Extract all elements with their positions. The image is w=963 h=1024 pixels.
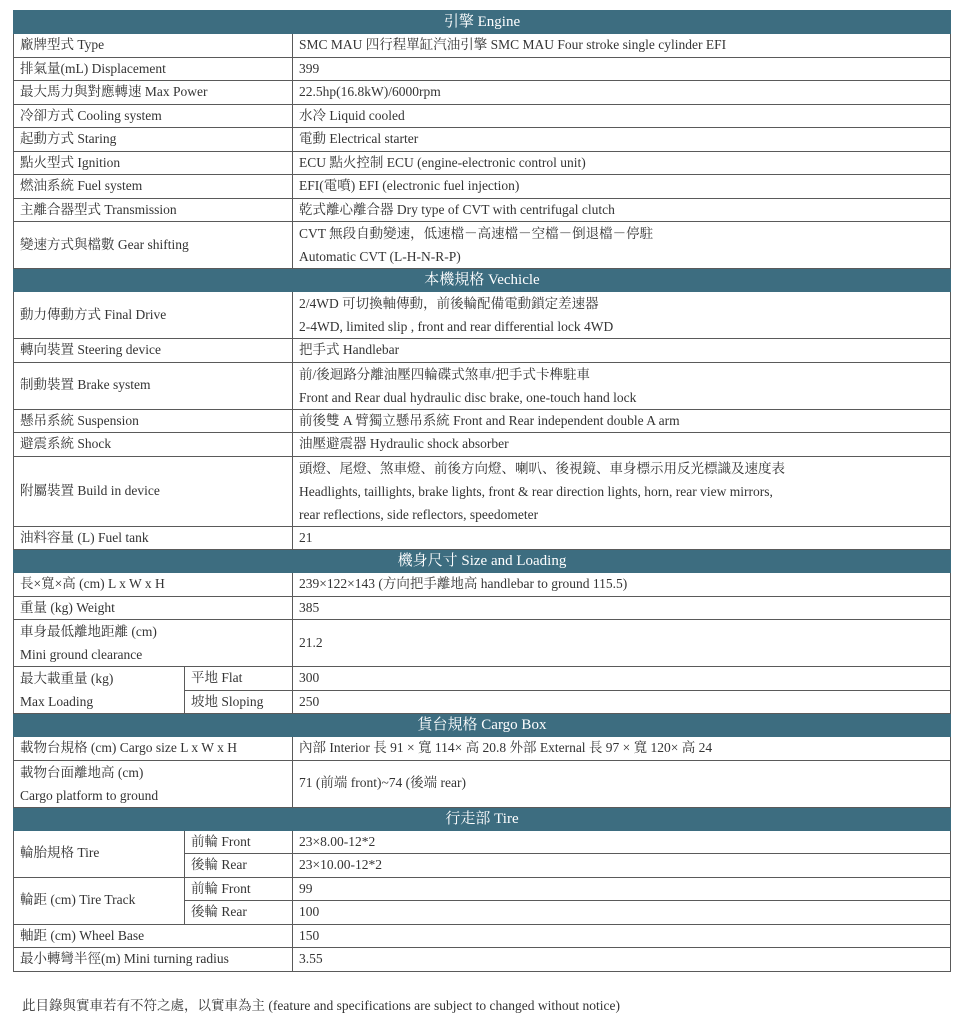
row-label: 油料容量 (L) Fuel tank (14, 526, 293, 550)
table-row (14, 877, 951, 901)
table-row (14, 57, 951, 81)
label-line: 車身最低離地距離 (cm) (20, 624, 157, 639)
row-label: 排氣量(mL) Displacement (14, 57, 293, 81)
row-value: 71 (前端 front)~74 (後端 rear) (293, 760, 951, 807)
row-label: 燃油系統 Fuel system (14, 175, 293, 199)
row-label: 廠牌型式 Type (14, 34, 293, 58)
value-line: 頭燈、尾燈、煞車燈、前後方向燈、喇叭、後視鏡、車身標示用反光標識及速度表 (299, 460, 785, 476)
row-label: 轉向裝置 Steering device (14, 339, 293, 363)
table-row (14, 175, 951, 199)
row-label: 軸距 (cm) Wheel Base (14, 924, 293, 948)
table-row (14, 573, 951, 597)
section-header-tire: 行走部 Tire (14, 807, 951, 830)
row-value: EFI(電噴) EFI (electronic fuel injection) (293, 175, 951, 199)
row-label: 載物台規格 (cm) Cargo size L x W x H (14, 737, 293, 761)
value-line: 前/後迴路分離油壓四輪碟式煞車/把手式卡榫駐車 (299, 366, 591, 382)
row-value: 前後雙 A 臂獨立懸吊系統 Front and Rear independent double A arm (293, 409, 951, 433)
table-row (14, 620, 951, 667)
value-line: 2-4WD, limited slip , front and rear differential lock 4WD (299, 319, 614, 334)
table-row (14, 151, 951, 175)
value-line: Front and Rear dual hydraulic disc brake, one-touch hand lock (299, 389, 637, 405)
row-value: SMC MAU 四行程單缸汽油引擎 SMC MAU Four stroke single cylinder EFI (293, 34, 951, 58)
row-value: 21 (293, 526, 951, 550)
section-header-size: 機身尺寸 Size and Loading (14, 550, 951, 573)
value-line: 2/4WD 可切換軸傳動，前後輪配備電動鎖定差速器 (299, 296, 599, 311)
table-row (14, 128, 951, 152)
table-row (14, 433, 951, 457)
row-label: 最小轉彎半徑(m) Mini turning radius (14, 948, 293, 972)
row-label: 懸吊系統 Suspension (14, 409, 293, 433)
row-value: 100 (293, 901, 951, 925)
table-row (14, 596, 951, 620)
footnote: 此目錄與實車若有不符之處，以實車為主 (feature and specifications are subject to changed without notice) (22, 998, 620, 1013)
table-row (14, 198, 951, 222)
table-row (14, 667, 951, 691)
value-line: Automatic CVT (L-H-N-R-P) (299, 249, 461, 264)
table-row (14, 948, 951, 972)
row-value (293, 222, 951, 269)
label-line: Max Loading (20, 694, 94, 709)
row-value: 300 (293, 667, 951, 691)
table-row (14, 222, 951, 269)
row-label (14, 667, 185, 714)
section-header-vehicle: 本機規格 Vechicle (14, 269, 951, 292)
row-label: 起動方式 Staring (14, 128, 293, 152)
row-value: 油壓避震器 Hydraulic shock absorber (293, 433, 951, 457)
spec-sheet (13, 10, 950, 972)
row-label: 變速方式與檔數 Gear shifting (14, 222, 293, 269)
row-label: 長×寬×高 (cm) L x W x H (14, 573, 293, 597)
row-label: 主離合器型式 Transmission (14, 198, 293, 222)
sub-label: 平地 Flat (185, 667, 293, 691)
table-row (14, 81, 951, 105)
table-row (14, 737, 951, 761)
row-value: 水冷 Liquid cooled (293, 104, 951, 128)
row-value: 內部 Interior 長 91 × 寬 114× 高 20.8 外部 External 長 97 × 寬 120× 高 24 (293, 737, 951, 761)
row-value (293, 362, 951, 409)
table-row (14, 362, 951, 409)
table-row (14, 292, 951, 339)
label-line: Mini ground clearance (20, 647, 143, 662)
row-value: 3.55 (293, 948, 951, 972)
table-row (14, 924, 951, 948)
row-value: 23×10.00-12*2 (293, 854, 951, 878)
row-value: 22.5hp(16.8kW)/6000rpm (293, 81, 951, 105)
section-header-engine: 引擎 Engine (14, 11, 951, 34)
row-value: 250 (293, 690, 951, 714)
value-line: Headlights, taillights, brake lights, front & rear direction lights, horn, rear view mirrors, (299, 483, 773, 499)
sub-label: 坡地 Sloping (185, 690, 293, 714)
row-value: 385 (293, 596, 951, 620)
sub-label: 前輪 Front (185, 830, 293, 854)
row-value: 乾式離心離合器 Dry type of CVT with centrifugal clutch (293, 198, 951, 222)
value-line: CVT 無段自動變速，低速檔－高速檔－空檔－倒退檔－停駐 (299, 226, 654, 241)
row-label: 點火型式 Ignition (14, 151, 293, 175)
row-value: 電動 Electrical starter (293, 128, 951, 152)
row-value: 399 (293, 57, 951, 81)
row-value: 23×8.00-12*2 (293, 830, 951, 854)
row-label: 重量 (kg) Weight (14, 596, 293, 620)
table-row (14, 34, 951, 58)
label-line: 最大載重量 (kg) (20, 671, 114, 686)
row-label: 避震系統 Shock (14, 433, 293, 457)
row-label: 輪胎規格 Tire (14, 830, 185, 877)
sub-label: 後輪 Rear (185, 901, 293, 925)
row-label: 附屬裝置 Build in device (14, 456, 293, 526)
table-row (14, 104, 951, 128)
row-value: 150 (293, 924, 951, 948)
row-label: 動力傳動方式 Final Drive (14, 292, 293, 339)
table-row (14, 526, 951, 550)
value-line: rear reflections, side reflectors, speedometer (299, 506, 539, 522)
row-value (293, 456, 951, 526)
row-label (14, 760, 293, 807)
row-value: ECU 點火控制 ECU (engine-electronic control unit) (293, 151, 951, 175)
table-row (14, 339, 951, 363)
sub-label: 後輪 Rear (185, 854, 293, 878)
section-header-cargo: 貨台規格 Cargo Box (14, 714, 951, 737)
table-row (14, 760, 951, 807)
row-label: 輪距 (cm) Tire Track (14, 877, 185, 924)
spec-table (13, 10, 951, 972)
row-value: 把手式 Handlebar (293, 339, 951, 363)
row-label: 最大馬力與對應轉速 Max Power (14, 81, 293, 105)
table-row (14, 409, 951, 433)
row-label: 制動裝置 Brake system (14, 362, 293, 409)
table-row (14, 830, 951, 854)
row-value (293, 292, 951, 339)
row-value: 239×122×143 (方向把手離地高 handlebar to ground 115.5) (293, 573, 951, 597)
sub-label: 前輪 Front (185, 877, 293, 901)
row-label (14, 620, 293, 667)
label-line: Cargo platform to ground (20, 787, 159, 803)
row-value: 21.2 (293, 620, 951, 667)
table-row (14, 456, 951, 526)
row-label: 冷卻方式 Cooling system (14, 104, 293, 128)
label-line: 載物台面離地高 (cm) (20, 764, 144, 780)
row-value: 99 (293, 877, 951, 901)
